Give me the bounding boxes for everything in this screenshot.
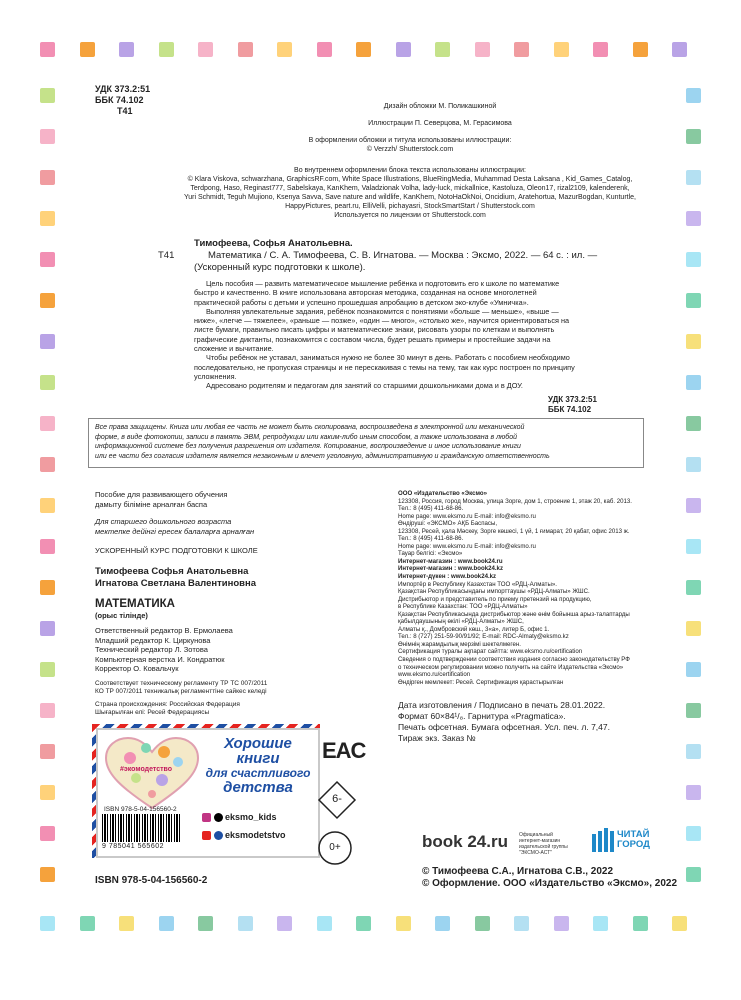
confetti-square — [40, 498, 55, 513]
isbn-bottom: ISBN 978-5-04-156560-2 — [95, 875, 208, 886]
publisher-line: Тел.: 8 (495) 411-68-86. — [398, 535, 464, 543]
confetti-square — [686, 334, 701, 349]
confetti-square — [40, 170, 55, 185]
publisher-line: Интернет-магазин : www.book24.ru — [398, 557, 503, 565]
annotation-line: ниже», «легче — тяжелее», «раньше — позже», «один — много», «столько же», научится ориентироваться на — [194, 316, 570, 326]
confetti-square — [40, 826, 55, 841]
confetti-square — [435, 42, 450, 57]
confetti-square — [356, 42, 371, 57]
confetti-square — [686, 498, 701, 513]
tech-reg: Соответствует техническому регламенту ТР ТС 007/2011 — [95, 679, 268, 687]
annotation-line: Чтобы ребёнок не уставал, заниматься нужно не более 30 минут в день. Работать с пособием необходимо — [206, 353, 570, 363]
title-illus-credit: В оформлении обложки и титула использованы иллюстрации: — [308, 137, 512, 144]
badge-hashtag: #экомодетство — [120, 766, 173, 773]
confetti-square — [593, 916, 608, 931]
copyright — [422, 866, 677, 890]
staff-line: Младший редактор К. Циркунова — [95, 635, 211, 645]
confetti-square — [686, 785, 701, 800]
credits — [150, 102, 670, 154]
confetti-square — [686, 539, 701, 554]
confetti-square — [475, 916, 490, 931]
publisher-line: Сертификация туралы ақпарат сайтта: www.eksmo.ru/certification — [398, 648, 583, 656]
annotation-line: Выполняя увлекательные задания, ребёнок познакомится с понятиями «больше — меньше», «выше — — [206, 306, 559, 316]
confetti-square — [40, 211, 55, 226]
confetti-square — [40, 457, 55, 472]
author-mark: Т41 — [117, 106, 133, 116]
publisher-line: 123308, Ресей, қала Мәскеу, Зорге көшесі, 1 үй, 1 ғимарат, 20 қабат, офис 2013 ж. — [398, 527, 630, 535]
confetti-square — [554, 916, 569, 931]
country-kz: Шығарылған елі: Ресей Федерациясы — [95, 708, 210, 716]
cover-design-credit: Дизайн обложки М. Поликашкиной — [383, 103, 497, 110]
confetti-square — [672, 916, 687, 931]
slogan-line: книги — [236, 750, 280, 767]
annotation-line: Адресовано родителям и педагогам для занятий со старшими дошкольниками дома и в ДОУ. — [206, 381, 523, 391]
confetti-square — [686, 826, 701, 841]
confetti-square — [633, 42, 648, 57]
age-ru: Для старшего дошкольного возраста — [95, 517, 232, 526]
confetti-square — [686, 744, 701, 759]
bibliographic-record — [158, 238, 638, 274]
publisher-line: Алматы қ., Домбровский көш., 3«а», литер Б, офис 1. — [398, 625, 550, 633]
badge-isbn: ISBN 978-5-04-156560-2 — [104, 806, 177, 813]
confetti-square — [159, 916, 174, 931]
book-title: МАТЕМАТИКА — [95, 597, 175, 610]
heart-icon — [102, 734, 202, 814]
annotation-line: сложение и вычитание. — [194, 344, 274, 354]
confetti-square — [686, 129, 701, 144]
eac-mark: EAC — [322, 738, 366, 763]
publisher-line: ООО «Издательство «Эксмо» — [398, 490, 488, 497]
publisher-info — [398, 490, 648, 686]
publisher-line: Өндіруші: «ЭКСМО» АҚБ Баспасы, — [398, 520, 498, 528]
chitai-line: ГОРОД — [617, 839, 650, 850]
publisher-line: Импортёр в Республику Казахстан ТОО «РДЦ-Алматы». — [398, 580, 557, 588]
print-date: Дата изготовления / Подписано в печать 28.01.2022. — [398, 700, 606, 710]
biblio-code: Т41 — [158, 250, 175, 261]
annotation-line: листе бумаги, правильно писать цифры и математические знаки, рисовать узоры по клеткам и выполнять — [194, 325, 555, 335]
confetti-square — [396, 42, 411, 57]
author-name: Тимофеева Софья Анатольевна — [95, 565, 249, 577]
confetti-square — [633, 916, 648, 931]
confetti-square — [40, 744, 55, 759]
udk-code: УДК 373.2:51 — [95, 84, 151, 94]
country-ru: Страна происхождения: Российская Федерация — [95, 700, 240, 708]
udk-block — [95, 84, 150, 117]
publisher-line: Сведения о подтверждении соответствия издания согласно законодательству РФ — [398, 656, 630, 664]
confetti-square — [40, 662, 55, 677]
publisher-line: Home page: www.eksmo.ru E-mail: info@eksmo.ru — [398, 542, 536, 550]
social-instagram[interactable] — [202, 812, 277, 822]
book24-note-line: издательской группы — [519, 844, 568, 850]
confetti-square — [514, 42, 529, 57]
confetti-square — [119, 916, 134, 931]
confetti-square — [238, 42, 253, 57]
annotation-line: Цель пособия — развить математическое мышление ребёнка и подготовить его к школе по математике — [206, 279, 560, 288]
age-rating-0: 0+ — [329, 842, 341, 853]
slogan-line: Хорошие — [224, 735, 292, 752]
inner-illus-heading: Во внутреннем оформлении блока текста использованы иллюстрации: — [294, 167, 526, 174]
publisher-line: 123308, Россия, город Москва, улица Зорге, дом 1, строение 1, этаж 20, каб. 2013. — [398, 497, 632, 505]
biblio-line: (Ускоренный курс подготовки к школе). — [194, 262, 366, 273]
confetti-square — [686, 580, 701, 595]
instagram-icon — [202, 813, 211, 822]
social-vk[interactable] — [202, 830, 286, 840]
confetti-square — [435, 916, 450, 931]
publisher-line: о техническом регулировании можно получить на сайте Издательства «Эксмо» — [398, 663, 624, 671]
publisher-line: в Республике Казахстан: ТОО «РДЦ-Алматы» — [398, 603, 528, 611]
confetti-square — [80, 916, 95, 931]
copyright-authors: © Тимофеева С.А., Игнатова С.В., 2022 — [422, 866, 614, 877]
youtube-icon — [202, 831, 211, 840]
confetti-square — [40, 416, 55, 431]
confetti-square — [686, 375, 701, 390]
publisher-line: қабылдаушының өкілі «РДЦ-Алматы» ЖШС, — [398, 618, 524, 626]
publisher-line: Қазақстан Республикасында дистрибьютор және өнім бойынша арыз-талаптарды — [398, 610, 630, 618]
confetti-square — [40, 129, 55, 144]
chitai-line: ЧИТАЙ — [617, 829, 650, 840]
confetti-square — [686, 621, 701, 636]
confetti-square — [672, 42, 687, 57]
author-name: Игнатова Светлана Валентиновна — [95, 577, 256, 589]
tech-reg-kz: КО ТР 007/2011 техникалық регламенттіне сайкес келеді — [95, 687, 267, 695]
publisher-line: Өнімнің жарамдылық мерзімі шектелмеген. — [398, 640, 521, 648]
confetti-square — [554, 42, 569, 57]
confetti-square — [40, 539, 55, 554]
illustrations-credit: Иллюстрации П. Северцова, М. Герасимова — [368, 120, 512, 127]
annotation-line: графические диктанты, познакомится с составом числа, будет решать примеры и простейшие задачи на — [194, 334, 551, 344]
confetti-square — [686, 252, 701, 267]
confetti-square — [40, 334, 55, 349]
publisher-line: www.eksmo.ru/certification — [398, 671, 471, 679]
inner-illus-line: Terdpong, Haso, Reginast777, Sabelskaya, KanKhem, Valadzionak Volha, lady-luck, mickallnice, Kastoluza, Oleon17, rizal2109, kalenderenk, — [190, 185, 630, 192]
confetti-square — [40, 293, 55, 308]
copyright-design: © Оформление. ООО «Издательство «Эксмо», 2022 — [422, 878, 678, 889]
publisher-line: Тауар белгісі: «Эксмо» — [398, 550, 463, 558]
publisher-line: Home page: www.eksmo.ru E-mail: info@eksmo.ru — [398, 512, 536, 520]
slogan-line: для счастливого — [205, 766, 311, 780]
bbk-code: ББК 74.102 — [548, 405, 592, 414]
confetti-square — [40, 42, 55, 57]
staff-line: Ответственный редактор В. Ермолаева — [95, 626, 233, 635]
confetti-square — [277, 916, 292, 931]
age-kz: мектепке дейінгі ересек балаларға арналған — [95, 526, 255, 536]
print-run: Тираж экз. Заказ № — [398, 733, 476, 743]
inner-illus-line: © Klara Viskova, schwarzhana, GraphicsRF.com, White Space Illustrations, BlueRingMedia, Muhammad Desta Laksana , Kid_Games_Catalog, — [187, 176, 633, 183]
publisher-line: Тел.: 8 (495) 411-68-86. — [398, 505, 464, 513]
confetti-square — [686, 457, 701, 472]
confetti-square — [198, 916, 213, 931]
left-column — [95, 490, 375, 717]
annotation-line: быстро и качественно. В книге использована авторская методика, созданная на основе многолетней — [194, 288, 537, 298]
chitai-gorod-icon — [592, 828, 614, 852]
confetti-square — [40, 580, 55, 595]
print-info — [398, 700, 658, 744]
rights-line: информационной системе без получения разрешения от издателя. Копирование, воспроизведение и иное использование книги — [95, 443, 521, 451]
confetti-square — [198, 42, 213, 57]
inner-illus-line: Yuri Schmidt, Teguh Mujiono, Ksenya Savva, Save nature and wildlife, KanKhem, NotoHaOkNoi, Oncidium, Aratehortua, MazurBogdan, Kunturtle, — [183, 194, 636, 201]
series-name: УСКОРЕННЫЙ КУРС ПОДГОТОВКИ К ШКОЛЕ — [95, 546, 258, 555]
annotation — [194, 279, 639, 391]
publisher-line: Интернет-магазин : www.book24.kz — [398, 565, 503, 573]
book24-note-line: "ЭКСМО-АСТ" — [519, 850, 552, 856]
slogan-line: детства — [223, 779, 293, 796]
confetti-square — [686, 703, 701, 718]
confetti-square — [686, 867, 701, 882]
book24-note — [519, 832, 568, 856]
confetti-square — [593, 42, 608, 57]
staff-line: Технический редактор Л. Зотова — [95, 645, 208, 654]
rights-line: или ее части без согласия издателя является незаконным и влечет уголовную, административную и гражданскую ответственность — [95, 452, 550, 460]
rights-notice — [88, 418, 644, 468]
badge-slogan — [202, 736, 314, 795]
license-note: Используется по лицензии от Shutterstock.com — [334, 212, 486, 219]
confetti-square — [356, 916, 371, 931]
book24-note-line: интернет-магазин — [519, 838, 561, 844]
age-rating-6: 6- — [332, 793, 342, 805]
annotation-line: последовательно, не пропуская страницы и не перескакивая с темы на тему, так как курс построен по принципу — [194, 362, 575, 372]
confetti-square — [40, 88, 55, 103]
bbk-code: ББК 74.102 — [95, 95, 144, 105]
book24-note-line: Официальный — [519, 832, 553, 838]
barcode — [102, 814, 182, 842]
confetti-square — [514, 916, 529, 931]
purpose-ru: Пособие для развивающего обучения — [95, 490, 228, 499]
print-format: Формат 60×84¹/₈. Гарнитура «Pragmatica». — [398, 711, 566, 721]
social-handle: eksmo_kids — [225, 812, 277, 822]
title-illus-source: © Verzzh/ Shutterstock.com — [366, 146, 454, 153]
purpose-kz: дамыту біліміне арналған баспа — [95, 499, 208, 509]
confetti-square — [238, 916, 253, 931]
annotation-line: усложнения. — [194, 371, 237, 381]
confetti-square — [159, 42, 174, 57]
inner-illus-credits — [130, 166, 690, 220]
confetti-square — [686, 293, 701, 308]
publisher-line: Өндірген мемлекет: Ресей. Сертификация қарастырылған — [398, 678, 564, 686]
staff-list — [95, 626, 375, 674]
confetti-square — [686, 416, 701, 431]
print-paper: Печать офсетная. Бумага офсетная. Усл. печ. л. 7,47. — [398, 722, 610, 732]
publisher-line: Қазақстан Республикасындағы импорттаушы «РДЦ-Алматы» ЖШС. — [398, 588, 590, 596]
confetti-square — [475, 42, 490, 57]
book24-logo: book 24.ru — [422, 832, 508, 851]
staff-line: Компьютерная верстка И. Кондратюк — [95, 654, 225, 664]
tiktok-icon — [214, 813, 223, 822]
barcode-digits: 9 785041 565602 — [102, 843, 164, 850]
social-handle: eksmodetstvo — [225, 830, 286, 840]
inner-illus-line: HappyPictures, peart.ru, ElliVelli, pichayasri, StockSmartStart / Shutterstock.com — [285, 203, 535, 210]
biblio-authors: Тимофеева, Софья Анатольевна. — [194, 238, 353, 249]
confetti-square — [40, 867, 55, 882]
confetti-square — [119, 42, 134, 57]
confetti-square — [40, 252, 55, 267]
confetti-square — [40, 621, 55, 636]
confetti-square — [80, 42, 95, 57]
publisher-line: Тел.: 8 (727) 251-59-90/91/92; E-mail: RDC-Almaty@eksmo.kz — [398, 633, 569, 641]
confetti-square — [40, 916, 55, 931]
confetti-square — [317, 916, 332, 931]
biblio-line: Математика / С. А. Тимофеева, С. В. Игнатова. — Москва : Эксмо, 2022. — 64 с. : ил. — — [208, 250, 598, 261]
confetti-square — [396, 916, 411, 931]
confetti-square — [686, 88, 701, 103]
publisher-line: Дистрибьютор и представитель по приему претензий на продукцию, — [398, 595, 592, 603]
confetti-square — [686, 662, 701, 677]
confetti-square — [40, 375, 55, 390]
udk-right — [548, 395, 597, 415]
staff-line: Корректор О. Ковальчук — [95, 664, 179, 673]
rights-line: Все права защищены. Книга или любая ее часть не может быть скопирована, воспроизведена в электронной или механической — [95, 424, 525, 431]
confetti-square — [40, 703, 55, 718]
udk-code: УДК 373.2:51 — [548, 395, 597, 404]
facebook-icon — [214, 831, 223, 840]
book-language: (орыс тілінде) — [95, 610, 148, 620]
confetti-square — [317, 42, 332, 57]
chitai-gorod-logo — [617, 830, 650, 850]
publisher-line: Интернет-дүкен : www.book24.kz — [398, 573, 497, 581]
rights-line: форме, в виде фотокопии, записи в память ЭВМ, репродукции или каким-либо иным способом, а также использована в любой — [95, 433, 518, 441]
confetti-square — [277, 42, 292, 57]
confetti-square — [40, 785, 55, 800]
annotation-line: практической работы с детьми и успешно прошедшая апробацию в детском эко-клубе «Умничка». — [194, 297, 529, 307]
